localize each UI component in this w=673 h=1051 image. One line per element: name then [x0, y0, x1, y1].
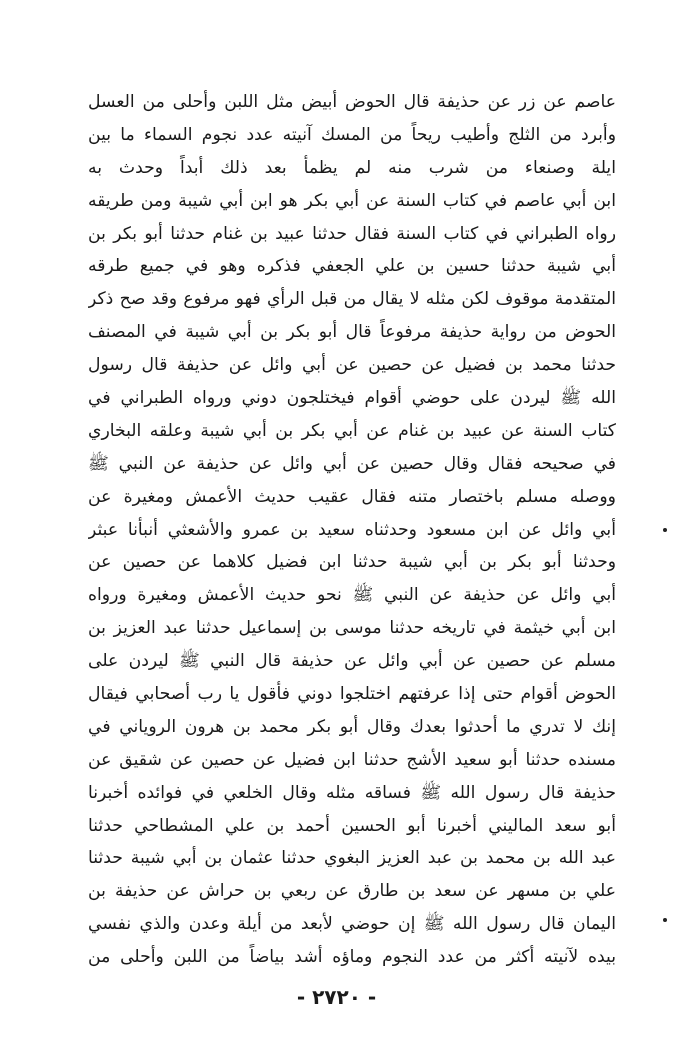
text-line: مسلم عن حصين عن أبي وائل عن حذيفة قال النبي ﷺ ليردن على — [88, 651, 616, 672]
text-line: ايلة وصنعاء من شرب منه لم يظمأ بعد ذلك أبداً وحدث به — [88, 157, 616, 178]
text-line: المتقدمة موقوف لكن مثله لا يقال من قبل الرأي فهو مرفوع وقد صح ذكر — [88, 289, 616, 310]
text-line: ووصله مسلم باختصار متنه فقال عقيب حديث الأعمش ومغيرة عن — [88, 486, 616, 507]
text-line: عاصم عن زر عن حذيفة قال الحوض أبيض مثل اللبن وأحلى من العسل — [88, 92, 616, 112]
text-line: رواه الطبراني في كتاب السنة فقال حدثنا عبيد بن غنام حدثنا أبو بكر بن — [88, 223, 616, 244]
text-line: كتاب السنة عن عبيد بن غنام عن أبي بكر بن أبي شيبة وعلقه البخاري — [88, 420, 616, 441]
text-line: اليمان قال رسول الله ﷺ إن حوضي لأبعد من أيلة وعدن والذي نفسي — [88, 914, 616, 935]
text-line: عبد الله بن محمد بن عبد العزيز البغوي حدثنا عثمان بن أبي شيبة حدثنا — [88, 848, 616, 869]
text-line: الله ﷺ ليردن على حوضي أقوام فيختلجون دوني ورواه الطبراني في — [88, 388, 616, 409]
text-line: الحوض من رواية حذيفة مرفوعاً قال أبو بكر بن أبي شيبة في المصنف — [88, 322, 616, 343]
text-line: بيده لآنيته أكثر من عدد النجوم وماؤه أشد بياضاً من اللبن وأحلى من — [88, 947, 616, 968]
text-line: حذيفة قال رسول الله ﷺ فساقه مثله وقال الخلعي في فوائده أخبرنا — [88, 782, 616, 803]
text-line: حدثنا محمد بن فضيل عن حصين عن أبي وائل عن حذيفة قال رسول — [88, 355, 616, 376]
page-number: - ٢٧٢٠ - — [296, 985, 377, 1009]
text-line: الحوض أقوام حتى إذا عرفتهم اختلجوا دوني فأقول يا رب أصحابي فيقال — [88, 684, 616, 705]
margin-dot — [663, 918, 667, 922]
text-line: في صحيحه فقال وقال حصين عن أبي وائل عن حذيفة عن النبي ﷺ — [88, 453, 616, 474]
text-line: أبي شيبة حدثنا حسين بن علي الجعفي فذكره وهو في جميع طرقه — [88, 256, 616, 277]
margin-dot — [663, 528, 667, 532]
text-line: ابن أبي خيثمة في تاريخه حدثنا موسى بن إسماعيل حدثنا عبد العزيز بن — [88, 618, 616, 639]
text-line: أبو سعد الماليني أخبرنا أبو الحسين أحمد بن علي المشطاحي حدثنا — [88, 815, 616, 836]
text-line: ابن أبي عاصم في كتاب السنة عن أبي بكر هو ابن أبي شيبة ومن طريقه — [88, 190, 616, 211]
text-line: علي بن مسهر عن سعد بن طارق عن ربعي بن حراش عن حذيفة بن — [88, 881, 616, 902]
text-line: مسنده حدثنا أبو سعيد الأشج حدثنا ابن فضيل عن حصين عن شقيق عن — [88, 749, 616, 770]
text-line: أبي وائل عن ابن مسعود وحدثناه سعيد بن عمرو والأشعثي أنبأنا عبثر — [88, 519, 616, 540]
body-text — [88, 86, 616, 974]
text-line: إنك لا تدري ما أحدثوا بعدك وقال أبو بكر محمد بن هرون الروياني في — [88, 716, 616, 737]
text-line: أبي وائل عن حذيفة عن النبي ﷺ نحو حديث الأعمش ومغيرة ورواه — [88, 585, 616, 606]
text-line: وأبرد من الثلج وأطيب ريحاً من المسك آنيته عدد نجوم السماء ما بين — [88, 124, 616, 145]
text-line: وحدثنا أبو بكر بن أبي شيبة حدثنا ابن فضيل كلاهما عن حصين عن — [88, 552, 616, 573]
